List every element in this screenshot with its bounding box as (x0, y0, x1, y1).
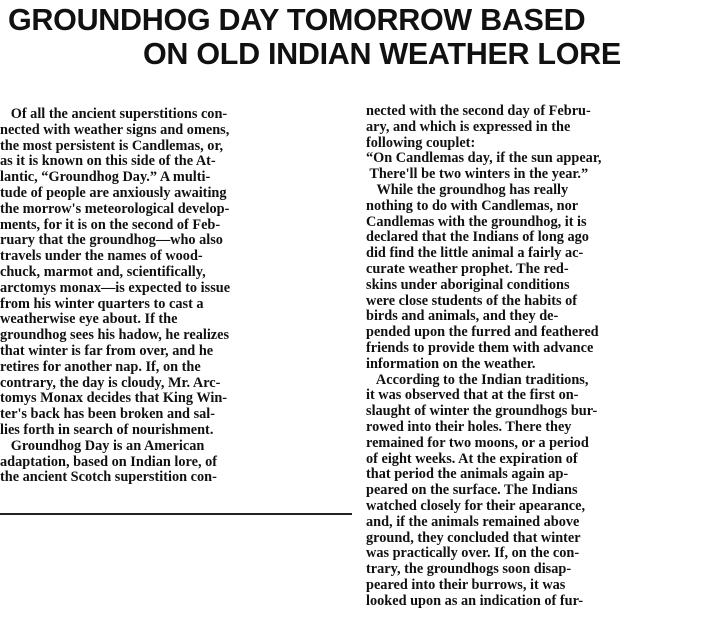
text-line: as it is known on this side of the At- (0, 154, 216, 170)
text-line: tude of people are anxiously awaiting (0, 185, 227, 201)
column-end-rule (0, 513, 352, 515)
text-line: Of all the ancient superstitions con- (0, 107, 228, 122)
text-line: lies forth in search of nourishment. (0, 422, 214, 438)
text-line: of eight weeks. At the expiration of (366, 451, 578, 467)
text-line: were close students of the habits of (366, 293, 577, 309)
text-line: weatherwise eye about. If the (0, 312, 178, 328)
text-line: looked upon as an indication of fur- (366, 593, 584, 609)
text-line: travels under the names of wood- (0, 249, 203, 265)
text-line: it was observed that at the first on- (366, 388, 579, 404)
text-line: ary, and which is expressed in the (366, 119, 571, 135)
text-line: from his winter quarters to cast a (0, 296, 204, 312)
text-line: skins under aboriginal conditions (366, 277, 570, 293)
text-line: ter's back has been broken and sal- (0, 407, 216, 423)
text-line: slaught of winter the groundhogs bur- (366, 404, 598, 420)
text-line: the most persistent is Candlemas, or, (0, 138, 224, 154)
text-line: According to the Indian traditions, (366, 372, 589, 388)
text-line: “On Candlemas day, if the sun appear, (366, 151, 602, 167)
text-line: declared that the Indians of long ago (366, 230, 589, 246)
text-line: and, if the animals remained above (366, 514, 580, 530)
text-line: the ancient Scotch superstition con- (0, 470, 217, 486)
text-line: lantic, “Groundhog Day.” A multi- (0, 170, 211, 186)
text-line: pended upon the furred and feathered (366, 325, 599, 341)
text-line: that winter is far from over, and he (0, 343, 214, 359)
right-text-column (366, 104, 720, 610)
text-line: nected with weather signs and omens, (0, 122, 230, 138)
text-line: peared into their burrows, it was (366, 577, 566, 593)
text-line: retires for another nap. If, on the (0, 359, 201, 375)
text-line: chuck, marmot and, scientifically, (0, 264, 206, 280)
text-line: Groundhog Day is an American (0, 438, 205, 454)
text-line: friends to provide them with advance (366, 340, 594, 356)
text-line: nothing to do with Candlemas, nor (366, 198, 579, 214)
text-line: curate weather prophet. The red- (366, 261, 569, 277)
text-line: arctomys monax—is expected to issue (0, 280, 231, 296)
text-line: birds and animals, and they de- (366, 309, 559, 325)
text-line: contrary, the day is cloudy, Mr. Arc- (0, 375, 221, 391)
text-line: tomys Monax decides that King Win- (0, 391, 228, 407)
text-line: was practically over. If, on the con- (366, 546, 580, 562)
text-line: adaptation, based on Indian lore, of (0, 454, 218, 470)
text-line: ground, they concluded that winter (366, 530, 581, 546)
text-line: There'll be two winters in the year.” (366, 167, 589, 183)
headline-line-1: GROUNDHOG DAY TOMORROW BASED (8, 3, 586, 37)
text-line: nected with the second day of Febru- (366, 104, 591, 119)
text-line: following couplet: (366, 135, 476, 151)
text-line: While the groundhog has really (366, 182, 569, 198)
text-line: did find the little animal a fairly ac- (366, 246, 584, 262)
text-line: ruary that the groundhog—who also (0, 233, 223, 249)
text-line: remained for two moons, or a period (366, 435, 589, 451)
text-line: rowed into their holes. There they (366, 419, 572, 435)
text-line: that period the animals again ap- (366, 467, 569, 483)
headline-line-2: ON OLD INDIAN WEATHER LORE (143, 37, 621, 71)
text-line: groundhog sees his hadow, he realizes (0, 328, 230, 344)
text-line: Candlemas with the groundhog, it is (366, 214, 587, 230)
text-line: trary, the groundhogs soon disap- (366, 562, 572, 578)
left-text-column (0, 107, 354, 486)
text-line: ments, for it is on the second of Feb- (0, 217, 221, 233)
text-line: the morrow's meteorological develop- (0, 201, 230, 217)
text-line: peared on the surface. The Indians (366, 483, 578, 499)
text-line: information on the weather. (366, 356, 536, 372)
text-line: watched closely for their apearance, (366, 498, 586, 514)
